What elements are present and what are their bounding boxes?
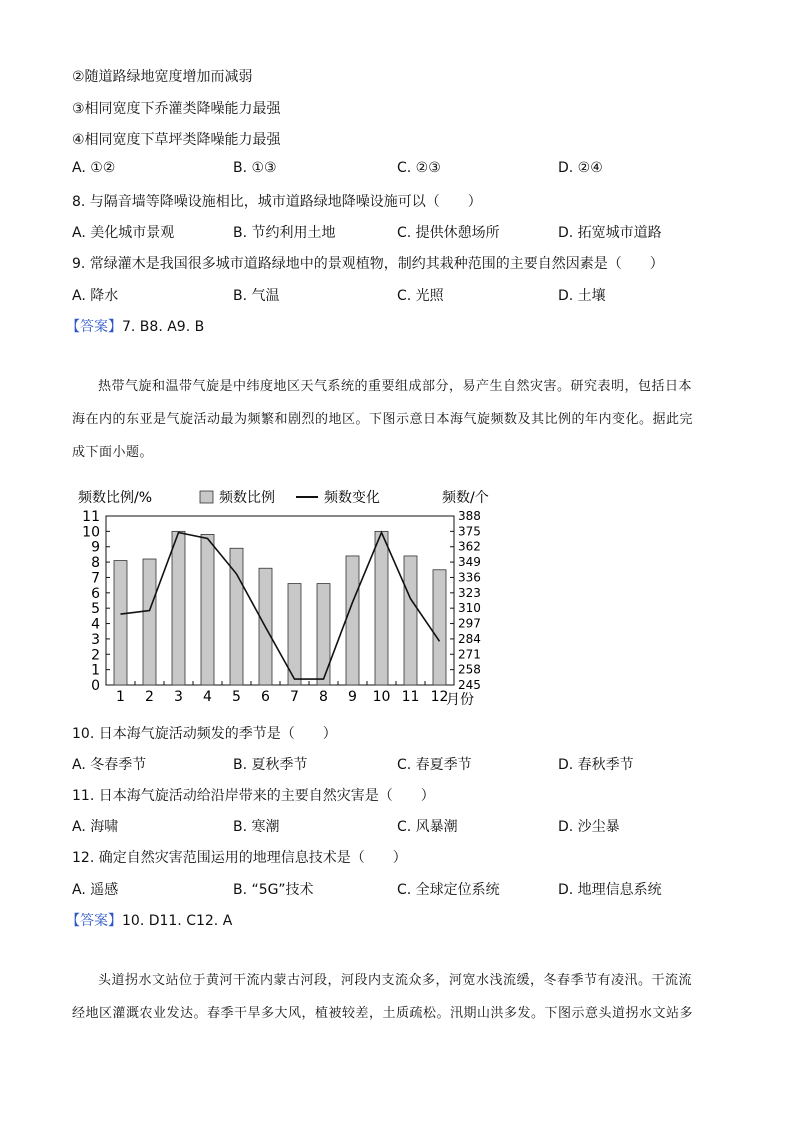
y-right-tick-label: 323 <box>458 585 481 600</box>
y-right-tick-label: 271 <box>458 647 481 662</box>
q8-option-b[interactable]: B. 节约利用土地 <box>233 225 336 241</box>
y-right-tick-label: 349 <box>458 555 481 570</box>
q11-options <box>72 816 732 836</box>
q8-option-c[interactable]: C. 提供休憩场所 <box>397 225 500 241</box>
legend-line-label: 频数变化 <box>324 490 380 506</box>
q12-option-a[interactable]: A. 遥感 <box>72 882 119 898</box>
q7-option-c[interactable]: C. ②③ <box>397 160 441 176</box>
q10-options <box>72 754 732 774</box>
x-tick-label: 7 <box>290 689 299 705</box>
legend-bar-swatch <box>200 491 213 503</box>
y-left-tick-label: 1 <box>91 662 100 679</box>
legend-bar-label: 频数比例 <box>219 490 275 506</box>
q10-option-b[interactable]: B. 夏秋季节 <box>233 757 308 773</box>
x-tick-label: 2 <box>145 689 154 705</box>
answer-label: 【答案】 <box>66 913 122 929</box>
q10-option-a[interactable]: A. 冬春季节 <box>72 757 147 773</box>
passage-line: 经地区灌溉农业发达。春季干旱多大风，植被较差，土质疏松。汛期山洪多发。下图示意头道拐水文站多 <box>72 1006 694 1021</box>
bar <box>172 531 185 685</box>
bar <box>346 556 359 685</box>
y-right-tick-label: 310 <box>458 601 481 616</box>
y-right-tick-label: 245 <box>458 678 481 692</box>
answer-label: 【答案】 <box>66 319 122 335</box>
x-axis-label: 月份 <box>446 692 474 708</box>
answer-text: 7. B8. A9. B <box>122 319 205 335</box>
x-tick-label: 10 <box>372 689 391 705</box>
y-left-tick-label: 5 <box>91 601 100 618</box>
q9-option-b[interactable]: B. 气温 <box>233 288 280 304</box>
answer-line-1 <box>66 316 204 336</box>
q10-option-c[interactable]: C. 春夏季节 <box>397 757 472 773</box>
q7-options <box>72 160 732 180</box>
bar <box>404 556 417 685</box>
y-left-tick-label: 2 <box>91 647 100 664</box>
x-tick-label: 5 <box>232 689 241 705</box>
x-tick-label: 1 <box>116 689 125 705</box>
y-left-tick-label: 11 <box>82 509 100 525</box>
q10-stem: 10. 日本海气旋活动频发的季节是（ ） <box>72 726 337 742</box>
y-left-tick-label: 4 <box>91 616 100 633</box>
y-left-tick-label: 8 <box>91 555 100 572</box>
y-right-label: 频数/个 <box>442 490 489 506</box>
q11-stem: 11. 日本海气旋活动给沿岸带来的主要自然灾害是（ ） <box>72 788 435 804</box>
y-left-tick-label: 0 <box>91 678 100 694</box>
x-tick-label: 9 <box>348 689 357 705</box>
q12-options <box>72 879 732 899</box>
y-left-tick-label: 10 <box>82 524 100 541</box>
y-left-tick-label: 7 <box>91 570 100 587</box>
q8-options <box>72 222 732 242</box>
q12-stem: 12. 确定自然灾害范围运用的地理信息技术是（ ） <box>72 850 407 866</box>
passage-toudaoguai <box>72 964 722 1030</box>
q11-option-d[interactable]: D. 沙尘暴 <box>558 819 620 835</box>
y-right-tick-label: 375 <box>458 524 481 539</box>
legend <box>200 489 380 506</box>
q7-option-d[interactable]: D. ②④ <box>558 160 603 176</box>
y-right-tick-label: 388 <box>458 509 481 523</box>
y-left-tick-label: 9 <box>91 539 100 556</box>
x-tick-label: 3 <box>174 689 183 705</box>
x-tick-label: 4 <box>203 689 212 705</box>
frequency-line <box>121 533 440 680</box>
item-2: ②随道路绿地宽度增加而减弱 <box>72 69 253 85</box>
q10-option-d[interactable]: D. 春秋季节 <box>558 757 634 773</box>
bar <box>201 534 214 685</box>
x-tick-label: 11 <box>401 689 420 705</box>
passage-line: 头道拐水文站位于黄河干流内蒙古河段，河段内支流众多，河宽水浅流缓，冬春季节有凌汛。干流流 <box>98 973 693 988</box>
item-4: ④相同宽度下草坪类降噪能力最强 <box>72 132 281 148</box>
y-right-tick-label: 336 <box>458 570 481 585</box>
q9-option-d[interactable]: D. 土壤 <box>558 288 606 304</box>
x-tick-label: 6 <box>261 689 270 705</box>
q11-option-c[interactable]: C. 风暴潮 <box>397 819 458 835</box>
plot-frame <box>106 516 454 685</box>
q12-option-c[interactable]: C. 全球定位系统 <box>397 882 500 898</box>
y-right-tick-label: 297 <box>458 616 481 631</box>
bar <box>433 570 446 685</box>
q8-stem: 8. 与隔音墙等降噪设施相比，城市道路绿地降噪设施可以（ ） <box>72 194 482 210</box>
bar <box>375 531 388 685</box>
item-3: ③相同宽度下乔灌类降噪能力最强 <box>72 101 281 117</box>
passage-cyclone <box>72 370 722 469</box>
q11-option-b[interactable]: B. 寒潮 <box>233 819 280 835</box>
answer-text: 10. D11. C12. A <box>122 913 233 929</box>
passage-line: 海在内的东亚是气旋活动最为频繁和剧烈的地区。下图示意日本海气旋频数及其比例的年内变化。据此完 <box>72 412 694 427</box>
bar <box>317 584 330 685</box>
y-right-tick-label: 362 <box>458 539 481 554</box>
x-tick-label: 12 <box>430 689 449 705</box>
q12-option-b[interactable]: B. “5G”技术 <box>233 882 314 898</box>
passage-line: 热带气旋和温带气旋是中纬度地区天气系统的重要组成部分，易产生自然灾害。研究表明，包括日本 <box>98 379 693 394</box>
y-left-tick-label: 3 <box>91 631 100 648</box>
q9-stem: 9. 常绿灌木是我国很多城市道路绿地中的景观植物，制约其栽种范围的主要自然因素是（ ） <box>72 256 664 272</box>
q7-option-a[interactable]: A. ①② <box>72 160 116 176</box>
q7-option-b[interactable]: B. ①③ <box>233 160 277 176</box>
y-left-label: 频数比例/% <box>78 490 153 506</box>
q8-option-a[interactable]: A. 美化城市景观 <box>72 225 175 241</box>
q9-options <box>72 285 732 305</box>
bar <box>114 561 127 685</box>
q12-option-d[interactable]: D. 地理信息系统 <box>558 882 662 898</box>
q9-option-c[interactable]: C. 光照 <box>397 288 444 304</box>
x-tick-label: 8 <box>319 689 328 705</box>
y-right-tick-label: 258 <box>458 662 481 677</box>
y-left-tick-label: 6 <box>91 585 100 602</box>
passage-line: 成下面小题。 <box>72 445 154 460</box>
y-right-tick-label: 284 <box>458 631 481 646</box>
q9-option-a[interactable]: A. 降水 <box>72 288 119 304</box>
q11-option-a[interactable]: A. 海啸 <box>72 819 119 835</box>
q8-option-d[interactable]: D. 拓宽城市道路 <box>558 225 662 241</box>
cyclone-chart <box>70 482 510 712</box>
answer-line-2 <box>66 910 232 930</box>
bar <box>143 559 156 685</box>
